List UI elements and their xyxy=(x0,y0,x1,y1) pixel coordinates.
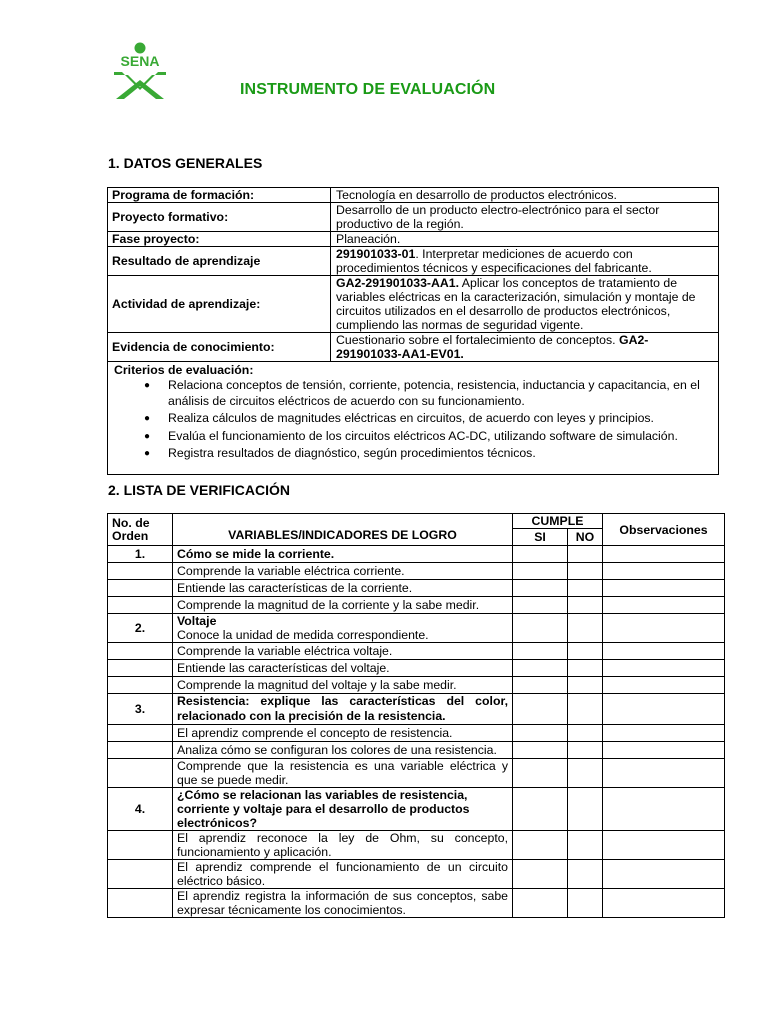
cell-observaciones[interactable] xyxy=(603,725,725,742)
indicator-text: Comprende que la resistencia es una variable eléctrica y que se puede medir. xyxy=(173,759,513,788)
criteria-text: Registra resultados de diagnóstico, según procedimientos técnicos. xyxy=(168,446,536,460)
cell-si[interactable] xyxy=(513,759,568,788)
value-resultado xyxy=(331,247,719,276)
bullet-icon: ● xyxy=(144,413,151,424)
value-fase: Planeación. xyxy=(331,232,719,247)
page-title: INSTRUMENTO DE EVALUACIÓN xyxy=(240,81,496,98)
cell-observaciones[interactable] xyxy=(603,580,725,597)
actividad-code: GA2-291901033-AA1. xyxy=(336,276,460,290)
cell-no[interactable] xyxy=(568,759,603,788)
cell-si[interactable] xyxy=(513,580,568,597)
group-number: 3. xyxy=(108,694,173,725)
header-si: SI xyxy=(513,529,568,546)
cell-observaciones[interactable] xyxy=(603,597,725,614)
group-subtitle: Conoce la unidad de medida correspondiente. xyxy=(177,628,429,642)
header-variables: VARIABLES/INDICADORES DE LOGRO xyxy=(173,514,513,546)
cell-si[interactable] xyxy=(513,660,568,677)
cell-no[interactable] xyxy=(568,860,603,889)
cell-no[interactable] xyxy=(568,725,603,742)
header-no: NO xyxy=(568,529,603,546)
cell-no[interactable] xyxy=(568,742,603,759)
label-resultado: Resultado de aprendizaje xyxy=(108,247,331,276)
value-evidencia xyxy=(331,333,719,362)
criteria-text: Realiza cálculos de magnitudes eléctricas en circuitos, de acuerdo con leyes y principios. xyxy=(168,411,654,425)
indicator-text: Entiende las características de la corriente. xyxy=(173,580,513,597)
cell-si[interactable] xyxy=(513,677,568,694)
section-heading-datos-generales: 1. DATOS GENERALES xyxy=(108,155,263,171)
logo-text: SENA xyxy=(120,53,160,69)
cell-si[interactable] xyxy=(513,788,568,831)
cell-observaciones[interactable] xyxy=(603,831,725,860)
criteria-text: Relaciona conceptos de tensión, corriente, potencia, resistencia, inductancia y capacitancia, en el análisis de circuitos eléctricos de acuerdo con su funcionamiento. xyxy=(168,378,700,408)
indicator-text: El aprendiz comprende el funcionamiento de un circuito eléctrico básico. xyxy=(173,860,513,889)
indicator-text: Comprende la magnitud del voltaje y la sabe medir. xyxy=(173,677,513,694)
evidencia-code: GA2-291901033-AA1-EV01. xyxy=(336,333,649,361)
value-proyecto: Desarrollo de un producto electro-electrónico para el sector productivo de la región. xyxy=(331,203,719,232)
cell-observaciones[interactable] xyxy=(603,742,725,759)
verification-table xyxy=(107,513,725,918)
cell-observaciones[interactable] xyxy=(603,889,725,918)
indicator-text: El aprendiz reconoce la ley de Ohm, su concepto, funcionamiento y aplicación. xyxy=(173,831,513,860)
criteria-text: Evalúa el funcionamiento de los circuitos eléctricos AC-DC, utilizando software de simulación. xyxy=(168,428,678,443)
group-title: Cómo se mide la corriente. xyxy=(173,546,513,563)
table-row xyxy=(108,597,725,614)
table-row xyxy=(108,831,725,860)
cell-observaciones[interactable] xyxy=(603,677,725,694)
section-heading-lista: 2. LISTA DE VERIFICACIÓN xyxy=(108,482,291,498)
cell-si[interactable] xyxy=(513,597,568,614)
value-programa: Tecnología en desarrollo de productos electrónicos. xyxy=(331,188,719,203)
header-observaciones: Observaciones xyxy=(603,514,725,546)
bullet-icon: ● xyxy=(144,380,151,391)
group-number: 2. xyxy=(108,614,173,643)
cell-si[interactable] xyxy=(513,742,568,759)
evidencia-text: Cuestionario sobre el fortalecimiento de conceptos. xyxy=(336,333,619,347)
indicator-text: Entiende las características del voltaje. xyxy=(173,660,513,677)
cell-si[interactable] xyxy=(513,643,568,660)
cell-no[interactable] xyxy=(568,889,603,918)
label-actividad: Actividad de aprendizaje: xyxy=(108,276,331,333)
criteria-list xyxy=(114,378,712,462)
cell-observaciones[interactable] xyxy=(603,860,725,889)
indicator-text: El aprendiz registra la información de sus conceptos, sabe expresar técnicamente los conocimientos. xyxy=(173,889,513,918)
cell-no[interactable] xyxy=(568,563,603,580)
cell-si[interactable] xyxy=(513,694,568,725)
general-data-table xyxy=(107,187,719,475)
table-row xyxy=(108,580,725,597)
bullet-icon: ● xyxy=(144,430,151,442)
cell-no[interactable] xyxy=(568,831,603,860)
cell-si[interactable] xyxy=(513,563,568,580)
table-row xyxy=(108,860,725,889)
criteria-title: Criterios de evaluación: xyxy=(114,363,254,377)
cell-si[interactable] xyxy=(513,725,568,742)
criteria-cell xyxy=(108,362,719,475)
bullet-icon: ● xyxy=(144,448,151,459)
table-row xyxy=(108,742,725,759)
label-programa: Programa de formación: xyxy=(108,188,331,203)
table-row xyxy=(108,563,725,580)
actividad-text: Aplicar los conceptos de tratamiento de variables eléctricas en la caracterización, simulación y montaje de circuitos utilizados en el desarrollo de productos electrónicos, cumpliendo las normas de seguridad vigente. xyxy=(336,276,696,332)
label-evidencia: Evidencia de conocimiento: xyxy=(108,333,331,362)
criteria-item xyxy=(144,446,712,462)
cell-observaciones[interactable] xyxy=(603,546,725,563)
cell-no[interactable] xyxy=(568,614,603,643)
cell-no[interactable] xyxy=(568,643,603,660)
resultado-text: . Interpretar mediciones de acuerdo con procedimientos técnicos y especificaciones del fabricante. xyxy=(336,247,652,275)
label-fase: Fase proyecto: xyxy=(108,232,331,247)
group-number: 1. xyxy=(108,546,173,563)
indicator-text: Analiza cómo se configuran los colores de una resistencia. xyxy=(173,742,513,759)
criteria-item xyxy=(144,429,712,445)
criteria-item xyxy=(144,411,712,427)
criteria-item xyxy=(144,378,712,409)
indicator-text: Comprende la variable eléctrica voltaje. xyxy=(173,643,513,660)
group-title: Resistencia: explique las características del color, relacionado con la precisión de la resistencia. xyxy=(173,694,513,725)
group-title: Voltaje xyxy=(177,614,217,628)
value-actividad xyxy=(331,276,719,333)
group-title-cell xyxy=(173,614,513,643)
resultado-code: 291901033-01 xyxy=(336,247,416,261)
cell-si[interactable] xyxy=(513,860,568,889)
cell-observaciones[interactable] xyxy=(603,694,725,725)
table-row xyxy=(108,677,725,694)
cell-no[interactable] xyxy=(568,677,603,694)
indicator-text: Comprende la magnitud de la corriente y la sabe medir. xyxy=(173,597,513,614)
label-proyecto: Proyecto formativo: xyxy=(108,203,331,232)
cell-no[interactable] xyxy=(568,580,603,597)
table-row xyxy=(108,660,725,677)
indicator-text: El aprendiz comprende el concepto de resistencia. xyxy=(173,725,513,742)
cell-observaciones[interactable] xyxy=(603,660,725,677)
cell-no[interactable] xyxy=(568,788,603,831)
table-row xyxy=(108,889,725,918)
sena-logo xyxy=(108,42,172,100)
cell-observaciones[interactable] xyxy=(603,643,725,660)
cell-si[interactable] xyxy=(513,889,568,918)
cell-no[interactable] xyxy=(568,546,603,563)
cell-si[interactable] xyxy=(513,546,568,563)
cell-si[interactable] xyxy=(513,614,568,643)
header-cumple: CUMPLE xyxy=(513,514,603,529)
cell-observaciones[interactable] xyxy=(603,788,725,831)
group-title: ¿Cómo se relacionan las variables de resistencia, corriente y voltaje para el desarrollo de productos electrónicos? xyxy=(173,788,513,831)
table-row xyxy=(108,725,725,742)
indicator-text: Comprende la variable eléctrica corriente. xyxy=(173,563,513,580)
group-number: 4. xyxy=(108,788,173,831)
cell-no[interactable] xyxy=(568,660,603,677)
cell-si[interactable] xyxy=(513,831,568,860)
cell-observaciones[interactable] xyxy=(603,614,725,643)
table-row xyxy=(108,759,725,788)
header-no-orden: No. de Orden xyxy=(108,514,173,546)
cell-no[interactable] xyxy=(568,597,603,614)
cell-observaciones[interactable] xyxy=(603,759,725,788)
cell-observaciones[interactable] xyxy=(603,563,725,580)
cell-no[interactable] xyxy=(568,694,603,725)
table-row xyxy=(108,643,725,660)
